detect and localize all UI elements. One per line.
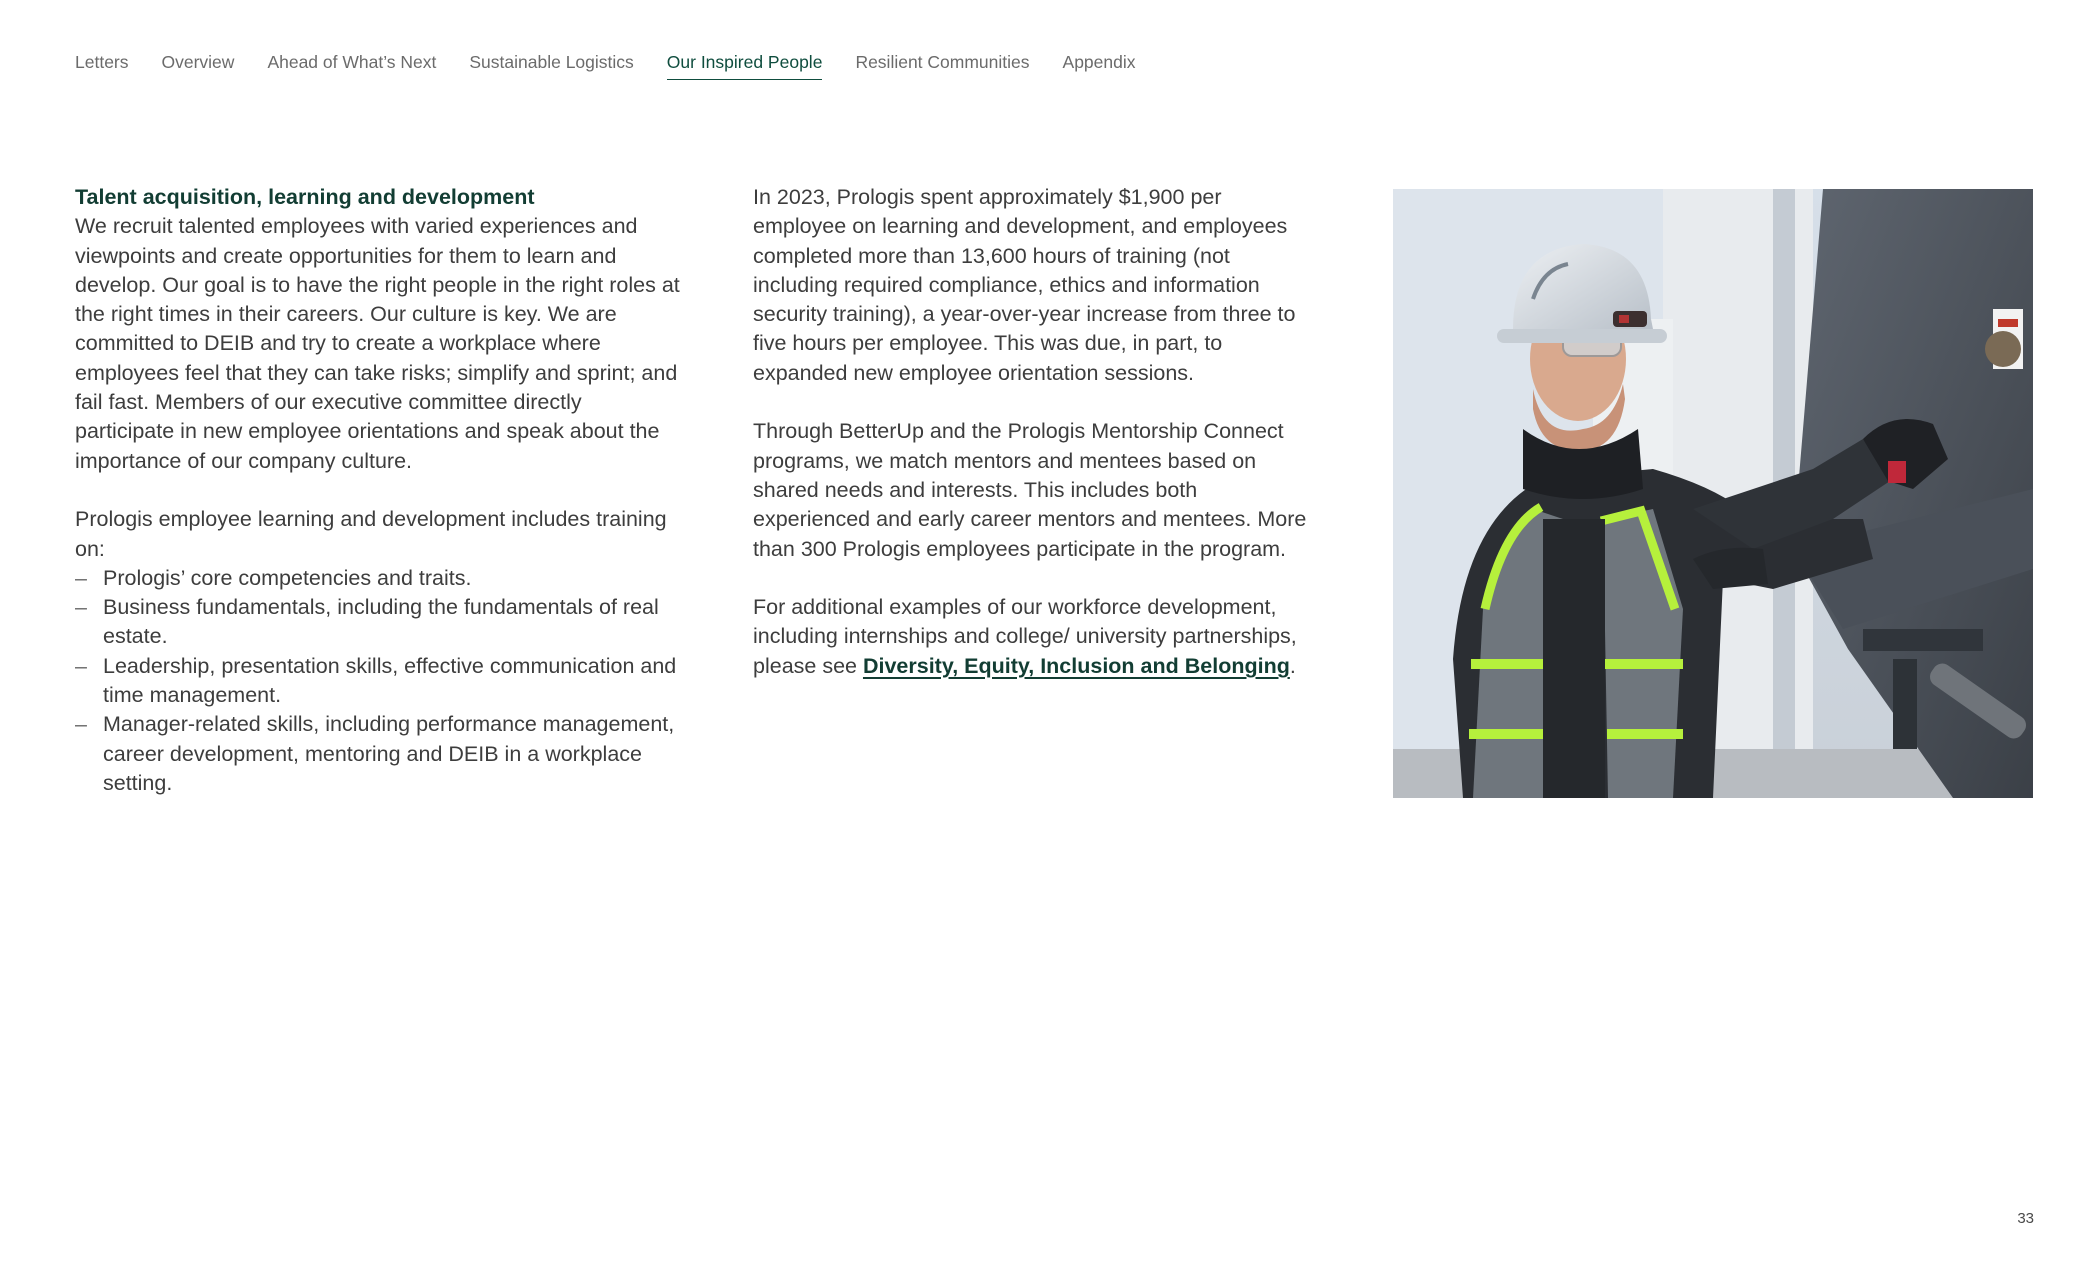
list-item-text: Business fundamentals, including the fundamentals of real estate. [103, 595, 659, 649]
worker-photo [1393, 189, 2033, 798]
dash-bullet-icon: – [75, 653, 87, 678]
list-item [75, 710, 685, 798]
list-item [75, 564, 685, 593]
dash-bullet-icon: – [75, 565, 87, 590]
list-item-text: Prologis’ core competencies and traits. [103, 565, 472, 590]
intro-paragraph: We recruit talented employees with varied experiences and viewpoints and create opportunities for them to learn and develop. Our goal is to have the right people in the right roles at the right times in their careers. Our culture is key. We are committed to DEIB and try to create a workplace where employees feel that they can take risks; simplify and sprint; and fail fast. Members of our executive committee directly participate in new employee orientations and speak about the importance of our company culture. [75, 214, 680, 473]
list-item [75, 652, 685, 711]
spending-paragraph: In 2023, Prologis spent approximately $1,900 per employee on learning and development, and employees completed more than 13,600 hours of training (not including required compliance, ethics and information security training), a year-over-year increase from three to five hours per employee. This was due, in part, to expanded new employee orientation sessions. [753, 185, 1296, 385]
dash-bullet-icon: – [75, 595, 87, 620]
deib-link[interactable]: Diversity, Equity, Inclusion and Belonging [862, 653, 1290, 678]
list-item-text: Leadership, presentation skills, effective communication and time management. [103, 653, 677, 708]
nav-item-our-inspired-people[interactable]: Our Inspired People [667, 50, 823, 80]
mentorship-paragraph: Through BetterUp and the Prologis Mentorship Connect programs, we match mentors and mentees based on shared needs and interests. This includes both experienced and early career mentors and mentees. More than 300 Prologis employees participate in the program. [753, 419, 1307, 561]
workforce-paragraph-text: For additional examples of our workforce development, including internships and college/ university partnerships, please see [753, 595, 1297, 678]
list-item-text: Manager-related skills, including performance management, career development, mentoring and DEIB in a workplace setting. [103, 712, 675, 795]
left-column [75, 183, 685, 798]
nav-item-overview[interactable]: Overview [161, 52, 235, 72]
section-nav [75, 50, 1169, 80]
nav-item-sustainable-logistics[interactable]: Sustainable Logistics [469, 52, 634, 72]
section-heading: Talent acquisition, learning and development [75, 185, 535, 209]
dash-bullet-icon: – [75, 712, 87, 737]
nav-item-ahead-of-whats-next[interactable]: Ahead of What’s Next [267, 52, 437, 72]
training-list [75, 564, 685, 798]
workforce-paragraph [753, 593, 1313, 681]
worker-illustration [1393, 189, 2033, 798]
training-intro-paragraph: Prologis employee learning and development includes training on: [75, 507, 667, 561]
nav-item-letters[interactable]: Letters [75, 52, 129, 72]
workforce-paragraph-period: . [1289, 653, 1296, 678]
page-number: 33 [2017, 1210, 2034, 1227]
middle-column [753, 183, 1313, 681]
list-item [75, 593, 685, 652]
nav-item-resilient-communities[interactable]: Resilient Communities [855, 52, 1030, 72]
nav-item-appendix[interactable]: Appendix [1062, 52, 1136, 72]
